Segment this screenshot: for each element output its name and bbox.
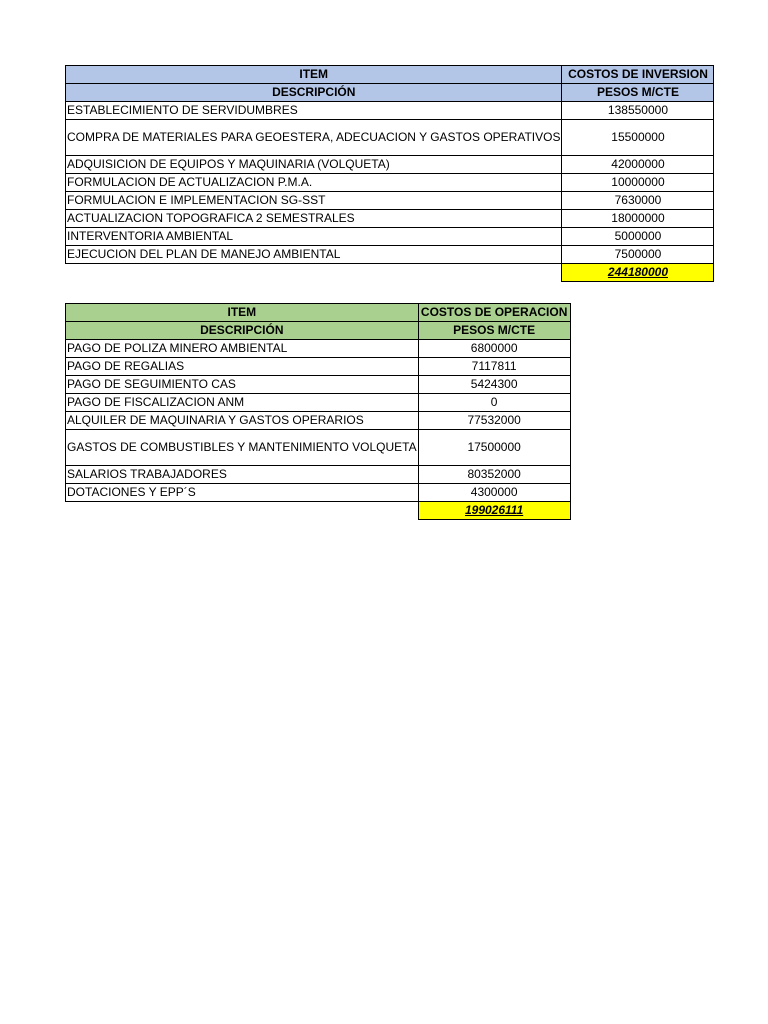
header-row [66, 66, 714, 84]
value-cell[interactable]: 77532000 [418, 412, 570, 430]
total-row [66, 264, 714, 282]
value-cell[interactable]: 138550000 [562, 102, 714, 120]
description-cell[interactable]: SALARIOS TRABAJADORES [66, 466, 419, 484]
investment-costs-table [65, 65, 714, 282]
table-row [66, 120, 714, 156]
description-cell[interactable]: FORMULACION E IMPLEMENTACION SG-SST [66, 192, 562, 210]
description-cell[interactable]: ADQUISICION DE EQUIPOS Y MAQUINARIA (VOLQUETA) [66, 156, 562, 174]
description-cell[interactable]: ALQUILER DE MAQUINARIA Y GASTOS OPERARIOS [66, 412, 419, 430]
subheader-unit-cell[interactable]: PESOS M/CTE [418, 322, 570, 340]
description-cell[interactable]: PAGO DE POLIZA MINERO AMBIENTAL [66, 340, 419, 358]
description-cell[interactable]: DOTACIONES Y EPP´S [66, 484, 419, 502]
value-cell[interactable]: 5424300 [418, 376, 570, 394]
description-cell[interactable]: INTERVENTORIA AMBIENTAL [66, 228, 562, 246]
header-item-cell[interactable]: ITEM [66, 66, 562, 84]
subheader-row [66, 84, 714, 102]
subheader-unit-cell[interactable]: PESOS M/CTE [562, 84, 714, 102]
total-cell[interactable]: 244180000 [562, 264, 714, 282]
table-row [66, 376, 571, 394]
value-cell[interactable]: 6800000 [418, 340, 570, 358]
description-cell[interactable]: PAGO DE REGALIAS [66, 358, 419, 376]
value-cell[interactable]: 80352000 [418, 466, 570, 484]
value-cell[interactable]: 4300000 [418, 484, 570, 502]
value-cell[interactable]: 17500000 [418, 430, 570, 466]
header-row [66, 304, 571, 322]
subheader-row [66, 322, 571, 340]
table-row [66, 246, 714, 264]
value-cell[interactable]: 10000000 [562, 174, 714, 192]
subheader-description-cell[interactable]: DESCRIPCIÓN [66, 84, 562, 102]
value-cell[interactable]: 15500000 [562, 120, 714, 156]
empty-cell [66, 264, 562, 282]
value-cell[interactable]: 42000000 [562, 156, 714, 174]
empty-cell [66, 502, 419, 520]
description-cell[interactable]: COMPRA DE MATERIALES PARA GEOESTERA, ADECUACION Y GASTOS OPERATIVOS [66, 120, 562, 156]
value-cell[interactable]: 5000000 [562, 228, 714, 246]
table-row [66, 430, 571, 466]
header-cost-cell[interactable]: COSTOS DE OPERACION [418, 304, 570, 322]
value-cell[interactable]: 18000000 [562, 210, 714, 228]
description-cell[interactable]: PAGO DE FISCALIZACION ANM [66, 394, 419, 412]
description-cell[interactable]: ACTUALIZACION TOPOGRAFICA 2 SEMESTRALES [66, 210, 562, 228]
table-row [66, 156, 714, 174]
description-cell[interactable]: GASTOS DE COMBUSTIBLES Y MANTENIMIENTO VOLQUETA [66, 430, 419, 466]
total-row [66, 502, 571, 520]
table-row [66, 174, 714, 192]
value-cell[interactable]: 7117811 [418, 358, 570, 376]
table-row [66, 466, 571, 484]
operation-costs-table [65, 303, 571, 520]
value-cell[interactable]: 7500000 [562, 246, 714, 264]
total-cell[interactable]: 199026111 [418, 502, 570, 520]
table-row [66, 192, 714, 210]
description-cell[interactable]: PAGO DE SEGUIMIENTO CAS [66, 376, 419, 394]
table-row [66, 394, 571, 412]
value-cell[interactable]: 7630000 [562, 192, 714, 210]
description-cell[interactable]: EJECUCION DEL PLAN DE MANEJO AMBIENTAL [66, 246, 562, 264]
description-cell[interactable]: FORMULACION DE ACTUALIZACION P.M.A. [66, 174, 562, 192]
header-item-cell[interactable]: ITEM [66, 304, 419, 322]
value-cell[interactable]: 0 [418, 394, 570, 412]
table-row [66, 358, 571, 376]
table-row [66, 340, 571, 358]
subheader-description-cell[interactable]: DESCRIPCIÓN [66, 322, 419, 340]
table-row [66, 210, 714, 228]
table-row [66, 102, 714, 120]
table-row [66, 484, 571, 502]
description-cell[interactable]: ESTABLECIMIENTO DE SERVIDUMBRES [66, 102, 562, 120]
table-row [66, 412, 571, 430]
header-cost-cell[interactable]: COSTOS DE INVERSION [562, 66, 714, 84]
table-row [66, 228, 714, 246]
